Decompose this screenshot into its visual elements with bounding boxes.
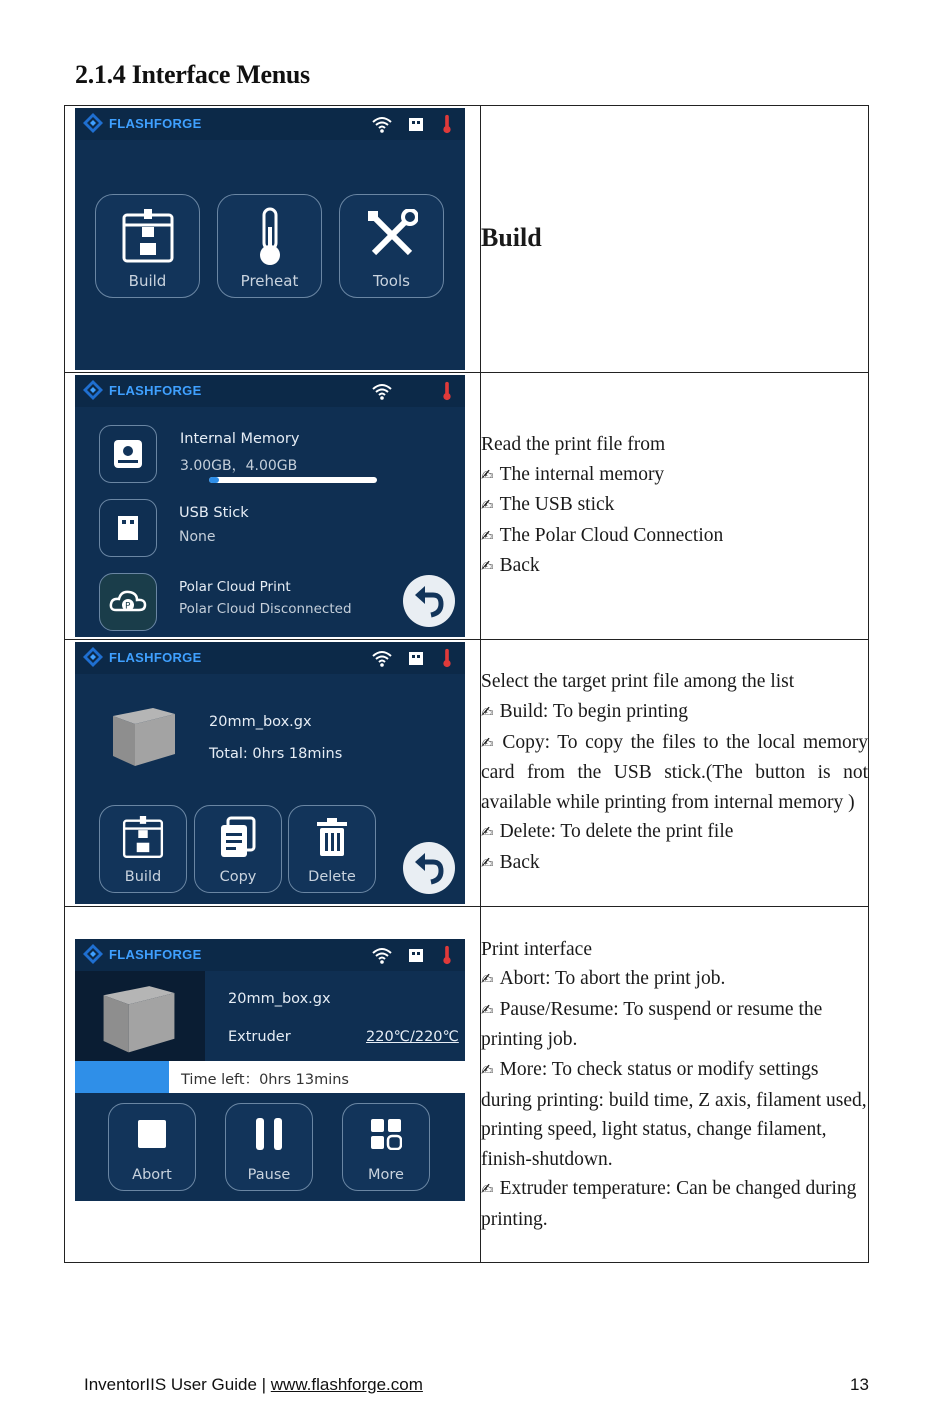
row4-intro: Print interface [481,938,592,960]
usb-icon [407,648,425,668]
progress-fill [75,1061,169,1093]
list-item: ✍ Back [481,555,540,577]
table-row [65,640,869,907]
file-source-screen [75,375,465,637]
list-item: ✍ The Polar Cloud Connection [481,524,724,546]
tools-label: Tools [373,272,410,290]
build-tile[interactable] [95,194,200,298]
extruder-label: Extruder [228,1029,291,1045]
time-left: Time left：0hrs 13mins [181,1072,349,1088]
pen-bullet-icon: ✍ [481,733,497,752]
printer-icon [121,814,165,862]
extruder-temperature[interactable]: 220℃/220℃ [366,1029,459,1045]
pen-bullet-icon: ✍ [481,853,494,872]
footer-text: InventorIIS User Guide | [84,1375,271,1394]
cloud-icon [100,574,156,630]
model-preview-cube [109,700,179,770]
abort-tile[interactable] [108,1103,196,1191]
usb-stick-icon [100,500,156,556]
copy-label: Copy [219,869,257,885]
pen-bullet-icon: ✍ [481,526,494,545]
copy-icon [218,816,258,860]
pause-tile[interactable] [225,1103,313,1191]
list-item: ✍ Back [481,851,540,873]
status-bar [75,939,465,971]
usb-icon [407,114,425,134]
internal-memory-button[interactable] [99,425,157,483]
pen-bullet-icon: ✍ [481,465,494,484]
footer-link[interactable]: www.flashforge.com [270,1375,423,1394]
usb-stick-title: USB Stick [179,505,249,521]
wifi-icon [371,114,393,134]
screenshot-cell [65,907,481,1263]
flashforge-logo: FLASHFORGE [83,380,202,400]
memory-usage-fill [209,477,219,483]
status-bar [75,642,465,674]
abort-label: Abort [132,1167,172,1183]
list-item: ✍ Build: To begin printing [481,701,688,723]
wifi-icon [371,381,393,401]
flashforge-logo: FLASHFORGE [83,944,202,964]
temperature-icon [441,945,453,965]
list-item: ✍ The USB stick [481,494,615,516]
description-cell [481,907,869,1263]
polar-cloud-title: Polar Cloud Print [179,579,291,595]
hard-drive-icon [100,426,156,482]
list-item: ✍ Delete: To delete the print file [481,821,734,843]
pen-bullet-icon: ✍ [481,1000,494,1019]
print-screen [75,939,465,1201]
usb-icon [407,945,425,965]
stop-icon [136,1118,168,1150]
page-number: 13 [850,1375,869,1394]
delete-tile[interactable] [288,805,376,893]
interface-menus-table [64,105,869,1263]
internal-memory-title: Internal Memory [180,431,300,447]
usb-stick-value: None [179,529,216,545]
table-row [65,907,869,1263]
total-time: Total: 0hrs 18mins [209,746,343,762]
build-title: Build [481,222,542,252]
delete-label: Delete [308,869,356,885]
temperature-icon [441,381,453,401]
row3-intro: Select the target print file among the list [481,671,795,693]
description-cell [481,106,869,373]
build-tile[interactable] [99,805,187,893]
copy-tile[interactable] [194,805,282,893]
pen-bullet-icon: ✍ [481,703,494,722]
file-detail-screen [75,642,465,904]
model-preview-cube [97,977,181,1057]
table-row [65,106,869,373]
pen-bullet-icon: ✍ [481,1060,494,1079]
more-label: More [368,1167,404,1183]
pause-label: Pause [247,1167,291,1183]
preview-panel [75,971,205,1061]
build-label: Build [124,869,162,885]
back-arrow-icon [403,842,455,894]
grid-icon [370,1118,402,1150]
progress-bar [75,1061,465,1093]
pen-bullet-icon: ✍ [481,1180,494,1199]
back-button[interactable] [403,842,455,894]
status-bar [75,108,465,140]
preheat-tile[interactable] [217,194,322,298]
screenshot-cell [65,373,481,640]
wifi-icon [371,945,393,965]
list-item: ✍ The internal memory [481,463,665,485]
list-item: ✍ More: To check status or modify settings during printing: build time, Z axis, filament used, printing speed, light status, change filament, finish-shutdown. [481,1058,867,1170]
status-bar [75,375,465,407]
polar-cloud-button[interactable] [99,573,157,631]
back-button[interactable] [403,575,455,627]
table-row [65,373,869,640]
temperature-icon [441,648,453,668]
trash-icon [315,818,349,858]
internal-memory-value: 3.00GB，4.00GB [180,458,298,474]
pen-bullet-icon: ✍ [481,557,494,576]
list-item: ✍ Extruder temperature: Can be changed during printing. [481,1178,857,1230]
section-heading: 2.1.4 Interface Menus [75,60,310,89]
more-tile[interactable] [342,1103,430,1191]
list-item: ✍ Pause/Resume: To suspend or resume the printing job. [481,998,823,1051]
back-arrow-icon [403,575,455,627]
pen-bullet-icon: ✍ [481,823,494,842]
build-label: Build [128,272,167,290]
row2-intro: Read the print file from [481,434,666,456]
screenshot-cell [65,106,481,373]
pen-bullet-icon: ✍ [481,970,494,989]
temperature-icon [441,114,453,134]
tools-tile[interactable] [339,194,444,298]
list-item: ✍ Abort: To abort the print job. [481,968,726,990]
flashforge-logo: FLASHFORGE [83,113,202,133]
screenshot-cell [65,640,481,907]
flashforge-logo: FLASHFORGE [83,647,202,667]
description-cell [481,373,869,640]
pen-bullet-icon: ✍ [481,496,494,515]
list-item: ✍ Copy: To copy the files to the local memory card from the USB stick.(The button is not available while printing from internal memory ) [481,731,868,813]
wifi-icon [371,648,393,668]
svg-text:P: P [125,601,131,612]
file-name: 20mm_box.gx [228,991,331,1007]
home-screen [75,108,465,370]
memory-usage-bar [209,477,377,483]
pause-icon [253,1116,285,1152]
file-name: 20mm_box.gx [209,714,312,730]
usb-stick-button[interactable] [99,499,157,557]
description-cell [481,640,869,907]
page-footer [84,1375,423,1395]
thermometer-icon [255,207,285,267]
tools-icon [366,209,418,261]
preheat-label: Preheat [240,272,299,290]
polar-cloud-value: Polar Cloud Disconnected [179,601,352,617]
printer-icon [120,207,176,267]
